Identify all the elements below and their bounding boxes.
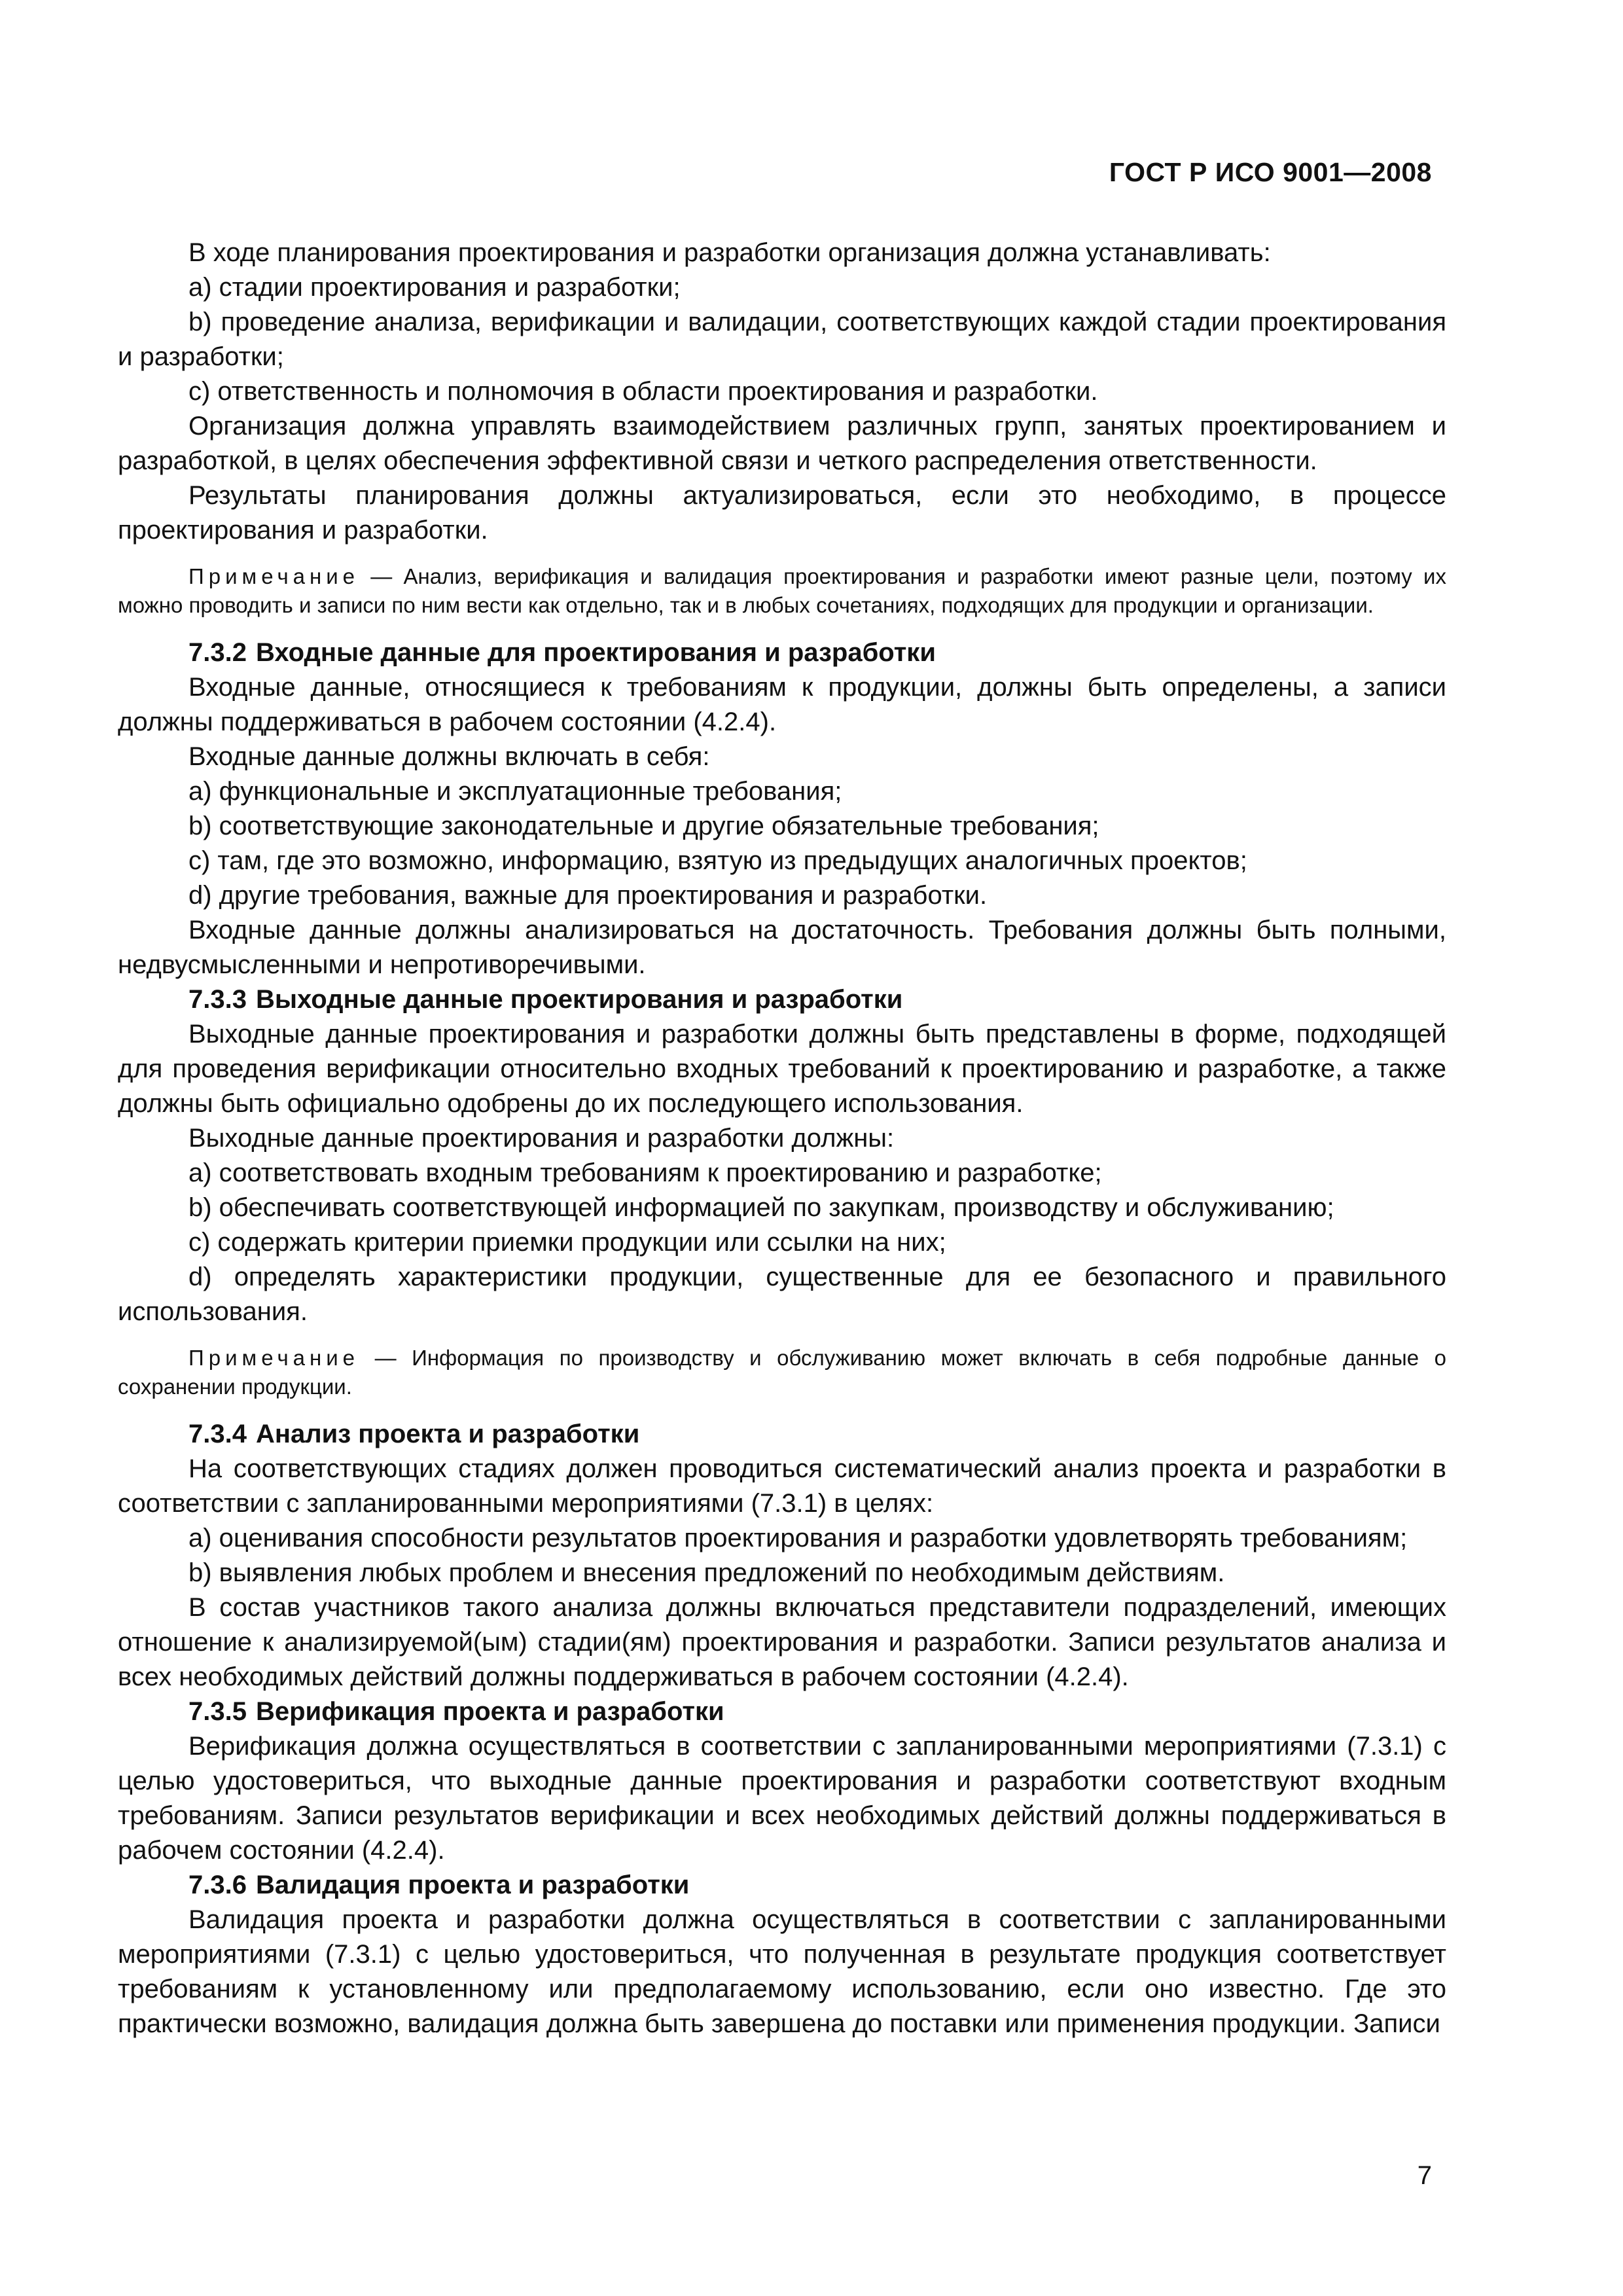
section-heading	[118, 636, 1446, 670]
paragraph: Результаты планирования должны актуализироваться, если это необходимо, в процессе проектирования и разработки.	[118, 481, 1446, 545]
paragraph: Выходные данные проектирования и разработки должны:	[188, 1124, 895, 1153]
section-title: Анализ проекта и разработки	[255, 1420, 640, 1448]
section-number: 7.3.6	[188, 1871, 247, 1899]
list-item: b) выявления любых проблем и внесения предложений по необходимым действиям.	[188, 1558, 1225, 1587]
list-item: а) соответствовать входным требованиям к проектированию и разработке;	[188, 1158, 1102, 1187]
paragraph: Верификация должна осуществляться в соответствии с запланированными мероприятиями (7.3.1) с целью удостовериться, что выходные данные проектирования и разработки соответствуют входным требованиям. Записи результатов верификации и всех необходимых действий должны поддерживаться в рабочем состоянии (4.2.4).	[118, 1732, 1446, 1865]
list-item: а) стадии проектирования и разработки;	[188, 273, 681, 302]
section-heading	[118, 982, 1446, 1017]
paragraph: Входные данные, относящиеся к требованиям к продукции, должны быть определены, а записи должны поддерживаться в рабочем состоянии (4.2.4).	[118, 673, 1446, 736]
paragraph: Организация должна управлять взаимодействием различных групп, занятых проектированием и разработкой, в целях обеспечения эффективной связи и четкого распределения ответственности.	[118, 412, 1446, 475]
paragraph: Входные данные должны включать в себя:	[188, 742, 710, 771]
list-item: а) функциональные и эксплуатационные требования;	[188, 777, 842, 806]
section-number: 7.3.3	[188, 985, 247, 1014]
section-heading	[118, 1695, 1446, 1729]
section-title: Валидация проекта и разработки	[255, 1871, 690, 1899]
list-item: с) содержать критерии приемки продукции или ссылки на них;	[188, 1228, 946, 1257]
section-number: 7.3.4	[188, 1420, 247, 1448]
list-item: b) проведение анализа, верификации и валидации, соответствующих каждой стадии проектирования и разработки;	[118, 308, 1446, 371]
paragraph: Валидация проекта и разработки должна осуществляться в соответствии с запланированными мероприятиями (7.3.1) с целью удостовериться, что полученная в результате продукция соответствует требованиям к установленному или предполагаемому использованию, если оно известно. Где это практически возможно, валидация должна быть завершена до поставки или применения продукции. Записи	[118, 1905, 1446, 2038]
section-title: Входные данные для проектирования и разработки	[255, 638, 936, 667]
section-heading	[118, 1868, 1446, 1903]
note-text: — Анализ, верификация и валидация проектирования и разработки имеют разные цели, поэтому их можно проводить и записи по ним вести как отдельно, так и в любых сочетаниях, подходящих для продукции и организации.	[118, 564, 1446, 617]
list-item: b) соответствующие законодательные и другие обязательные требования;	[188, 812, 1099, 840]
list-item: с) ответственность и полномочия в области проектирования и разработки.	[188, 377, 1098, 406]
note	[118, 1344, 1446, 1401]
page-number: 7	[1417, 2161, 1432, 2190]
section-number: 7.3.2	[188, 638, 247, 667]
list-item: а) оценивания способности результатов проектирования и разработки удовлетворять требованиям;	[188, 1524, 1408, 1552]
note-label: Примечание	[188, 564, 360, 588]
paragraph: В ходе планирования проектирования и разработки организация должна устанавливать:	[188, 238, 1271, 267]
note-text: — Информация по производству и обслуживанию может включать в себя подробные данные о сохранении продукции.	[118, 1346, 1446, 1399]
list-item: b) обеспечивать соответствующей информацией по закупкам, производству и обслуживанию;	[188, 1193, 1334, 1222]
note-label: Примечание	[188, 1346, 360, 1370]
section-number: 7.3.5	[188, 1697, 247, 1726]
paragraph: Входные данные должны анализироваться на достаточность. Требования должны быть полными, недвусмысленными и непротиворечивыми.	[118, 916, 1446, 979]
page-content	[118, 236, 1446, 2041]
note	[118, 562, 1446, 620]
paragraph: На соответствующих стадиях должен проводиться систематический анализ проекта и разработки в соответствии с запланированными мероприятиями (7.3.1) в целях:	[118, 1454, 1446, 1518]
list-item: с) там, где это возможно, информацию, взятую из предыдущих аналогичных проектов;	[188, 846, 1247, 875]
paragraph: Выходные данные проектирования и разработки должны быть представлены в форме, подходящей для проведения верификации относительно входных требований к проектированию и разработке, а также должны быть официально одобрены до их последующего использования.	[118, 1020, 1446, 1118]
list-item: d) определять характеристики продукции, существенные для ее безопасного и правильного использования.	[118, 1263, 1446, 1326]
document-code-header: ГОСТ Р ИСО 9001—2008	[1109, 157, 1432, 187]
section-title: Верификация проекта и разработки	[255, 1697, 724, 1726]
paragraph: В состав участников такого анализа должны включаться представители подразделений, имеющих отношение к анализируемой(ым) стадии(ям) проектирования и разработки. Записи результатов анализа и всех необходимых действий должны поддерживаться в рабочем состоянии (4.2.4).	[118, 1593, 1446, 1691]
section-title: Выходные данные проектирования и разработки	[255, 985, 903, 1014]
list-item: d) другие требования, важные для проектирования и разработки.	[188, 881, 988, 910]
section-heading	[118, 1417, 1446, 1452]
